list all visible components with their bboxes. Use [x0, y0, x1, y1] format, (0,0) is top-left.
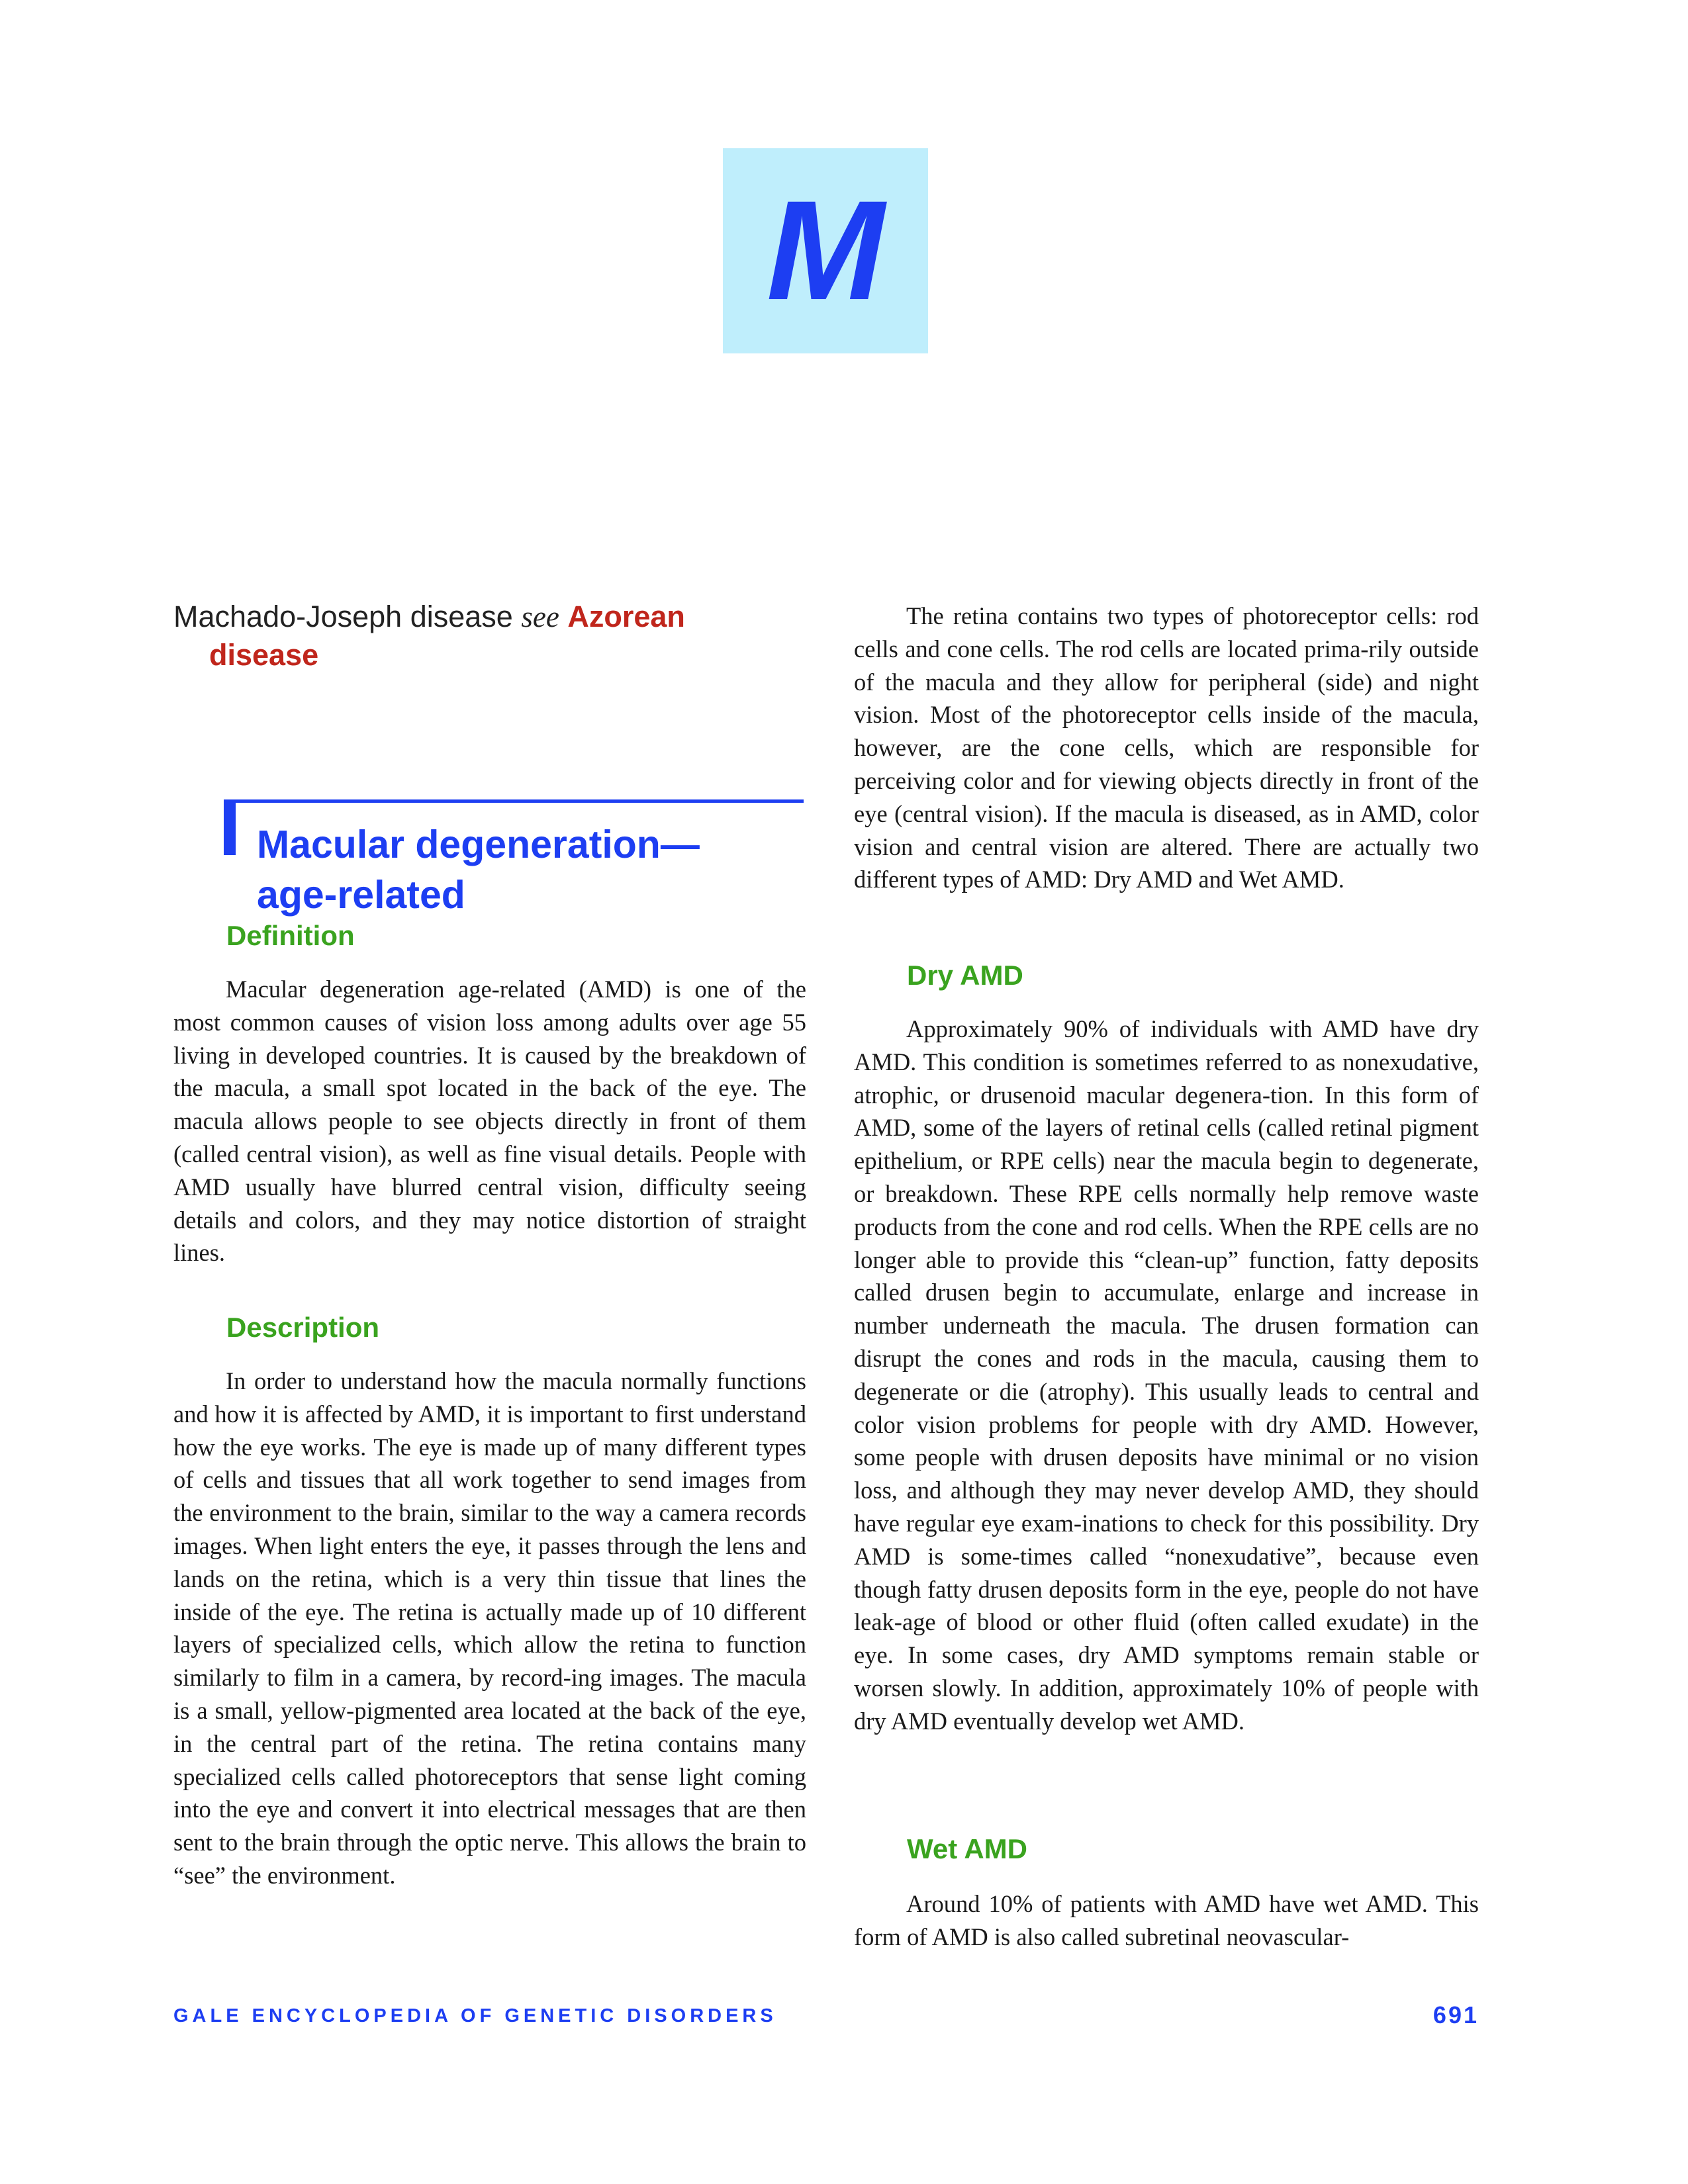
page-number: 691: [1432, 2001, 1479, 2028]
paragraph-retina-cells: The retina contains two types of photoreceptor cells: rod cells and cone cells. The rod cells are located prima-rily outside of the macula and they allow for peripheral (side) and night vision. Most of the photoreceptor cells inside of the macula, however, are the cone cells, which are responsible for perceiving color and for viewing objects directly in front of the eye (central vision). If the macula is diseased, as in AMD, color vision and central vision are altered. There are actually two different types of AMD: Dry AMD and Wet AMD.: [854, 602, 1479, 893]
heading-definition: Definition: [226, 920, 355, 951]
entry-title-line1: Macular degeneration—: [257, 823, 700, 866]
cross-ref-link-line2[interactable]: disease: [209, 638, 319, 672]
section-letter: M: [766, 171, 885, 330]
cross-ref-term: Machado-Joseph disease: [173, 600, 513, 633]
cross-ref-see: see: [521, 600, 559, 633]
heading-dry-amd: Dry AMD: [907, 960, 1023, 991]
heading-description: Description: [226, 1312, 380, 1343]
paragraph-description: In order to understand how the macula normally functions and how it is affected by AMD, it is important to first understand how the eye works. The eye is made up of many different types of cells and tissues that all work together to send images from the environment to the brain, similar to the way a camera records images. When light enters the eye, it passes through the lens and lands on the retina, which is a very thin tissue that lines the inside of the eye. The retina is actually made up of 10 different layers of specialized cells, which allow the retina to function similarly to film in a camera, by record-ing images. The macula is a small, yellow-pigmented area located at the back of the eye, in the central part of the retina. The retina contains many specialized cells called photoreceptors that sense light coming into the eye and convert it into electrical messages that are then sent to the brain through the optic nerve. This allows the brain to “see” the environment.: [173, 1367, 806, 1889]
section-letter-box: [723, 148, 928, 353]
page-footer: [173, 2001, 1479, 2038]
header-rule: [224, 799, 804, 803]
entry-title: [257, 819, 800, 920]
paragraph-dry-amd: Approximately 90% of individuals with AMD have dry AMD. This condition is sometimes referred to as nonexudative, atrophic, or drusenoid macular degenera-tion. In this form of AMD, some of the layers of retinal cells (called retinal pigment epithelium, or RPE cells) near the macula begin to degenerate, or breakdown. These RPE cells normally help remove waste products from the cone and rod cells. When the RPE cells are no longer able to provide this “clean-up” function, fatty deposits called drusen begin to accumulate, enlarge and increase in number underneath the macula. The drusen formation can disrupt the cones and rods in the macula, causing them to degenerate or die (atrophy). This usually leads to central and color vision problems for people with dry AMD. However, some people with drusen deposits have minimal or no vision loss, and although they may never develop AMD, they should have regular eye exam-inations to check for this possibility. Dry AMD is some-times called “nonexudative”, because even though fatty drusen deposits form in the eye, people do not have leak-age of blood or other fluid (often called exudate) in the eye. In some cases, dry AMD symptoms remain stable or worsen slowly. In addition, approximately 10% of people with dry AMD eventually develop wet AMD.: [854, 1015, 1479, 1735]
cross-reference: [173, 598, 769, 674]
cross-ref-link-line1[interactable]: Azorean: [567, 600, 685, 633]
heading-wet-amd: Wet AMD: [907, 1833, 1027, 1864]
header-bar: [224, 799, 236, 855]
paragraph-wet-amd: Around 10% of patients with AMD have wet AMD. This form of AMD is also called subretinal neovascular-: [854, 1890, 1479, 1950]
footer-title: GALE ENCYCLOPEDIA OF GENETIC DISORDERS: [173, 2005, 777, 2026]
paragraph-definition: Macular degeneration age-related (AMD) is one of the most common causes of vision loss among adults over age 55 living in developed countries. It is caused by the breakdown of the macula, a small spot located in the back of the eye. The macula allows people to see objects directly in front of them (called central vision), as well as fine visual details. People with AMD usually have blurred central vision, difficulty seeing details and colors, and they may notice distortion of straight lines.: [173, 976, 806, 1267]
entry-title-line2: age-related: [257, 873, 465, 917]
